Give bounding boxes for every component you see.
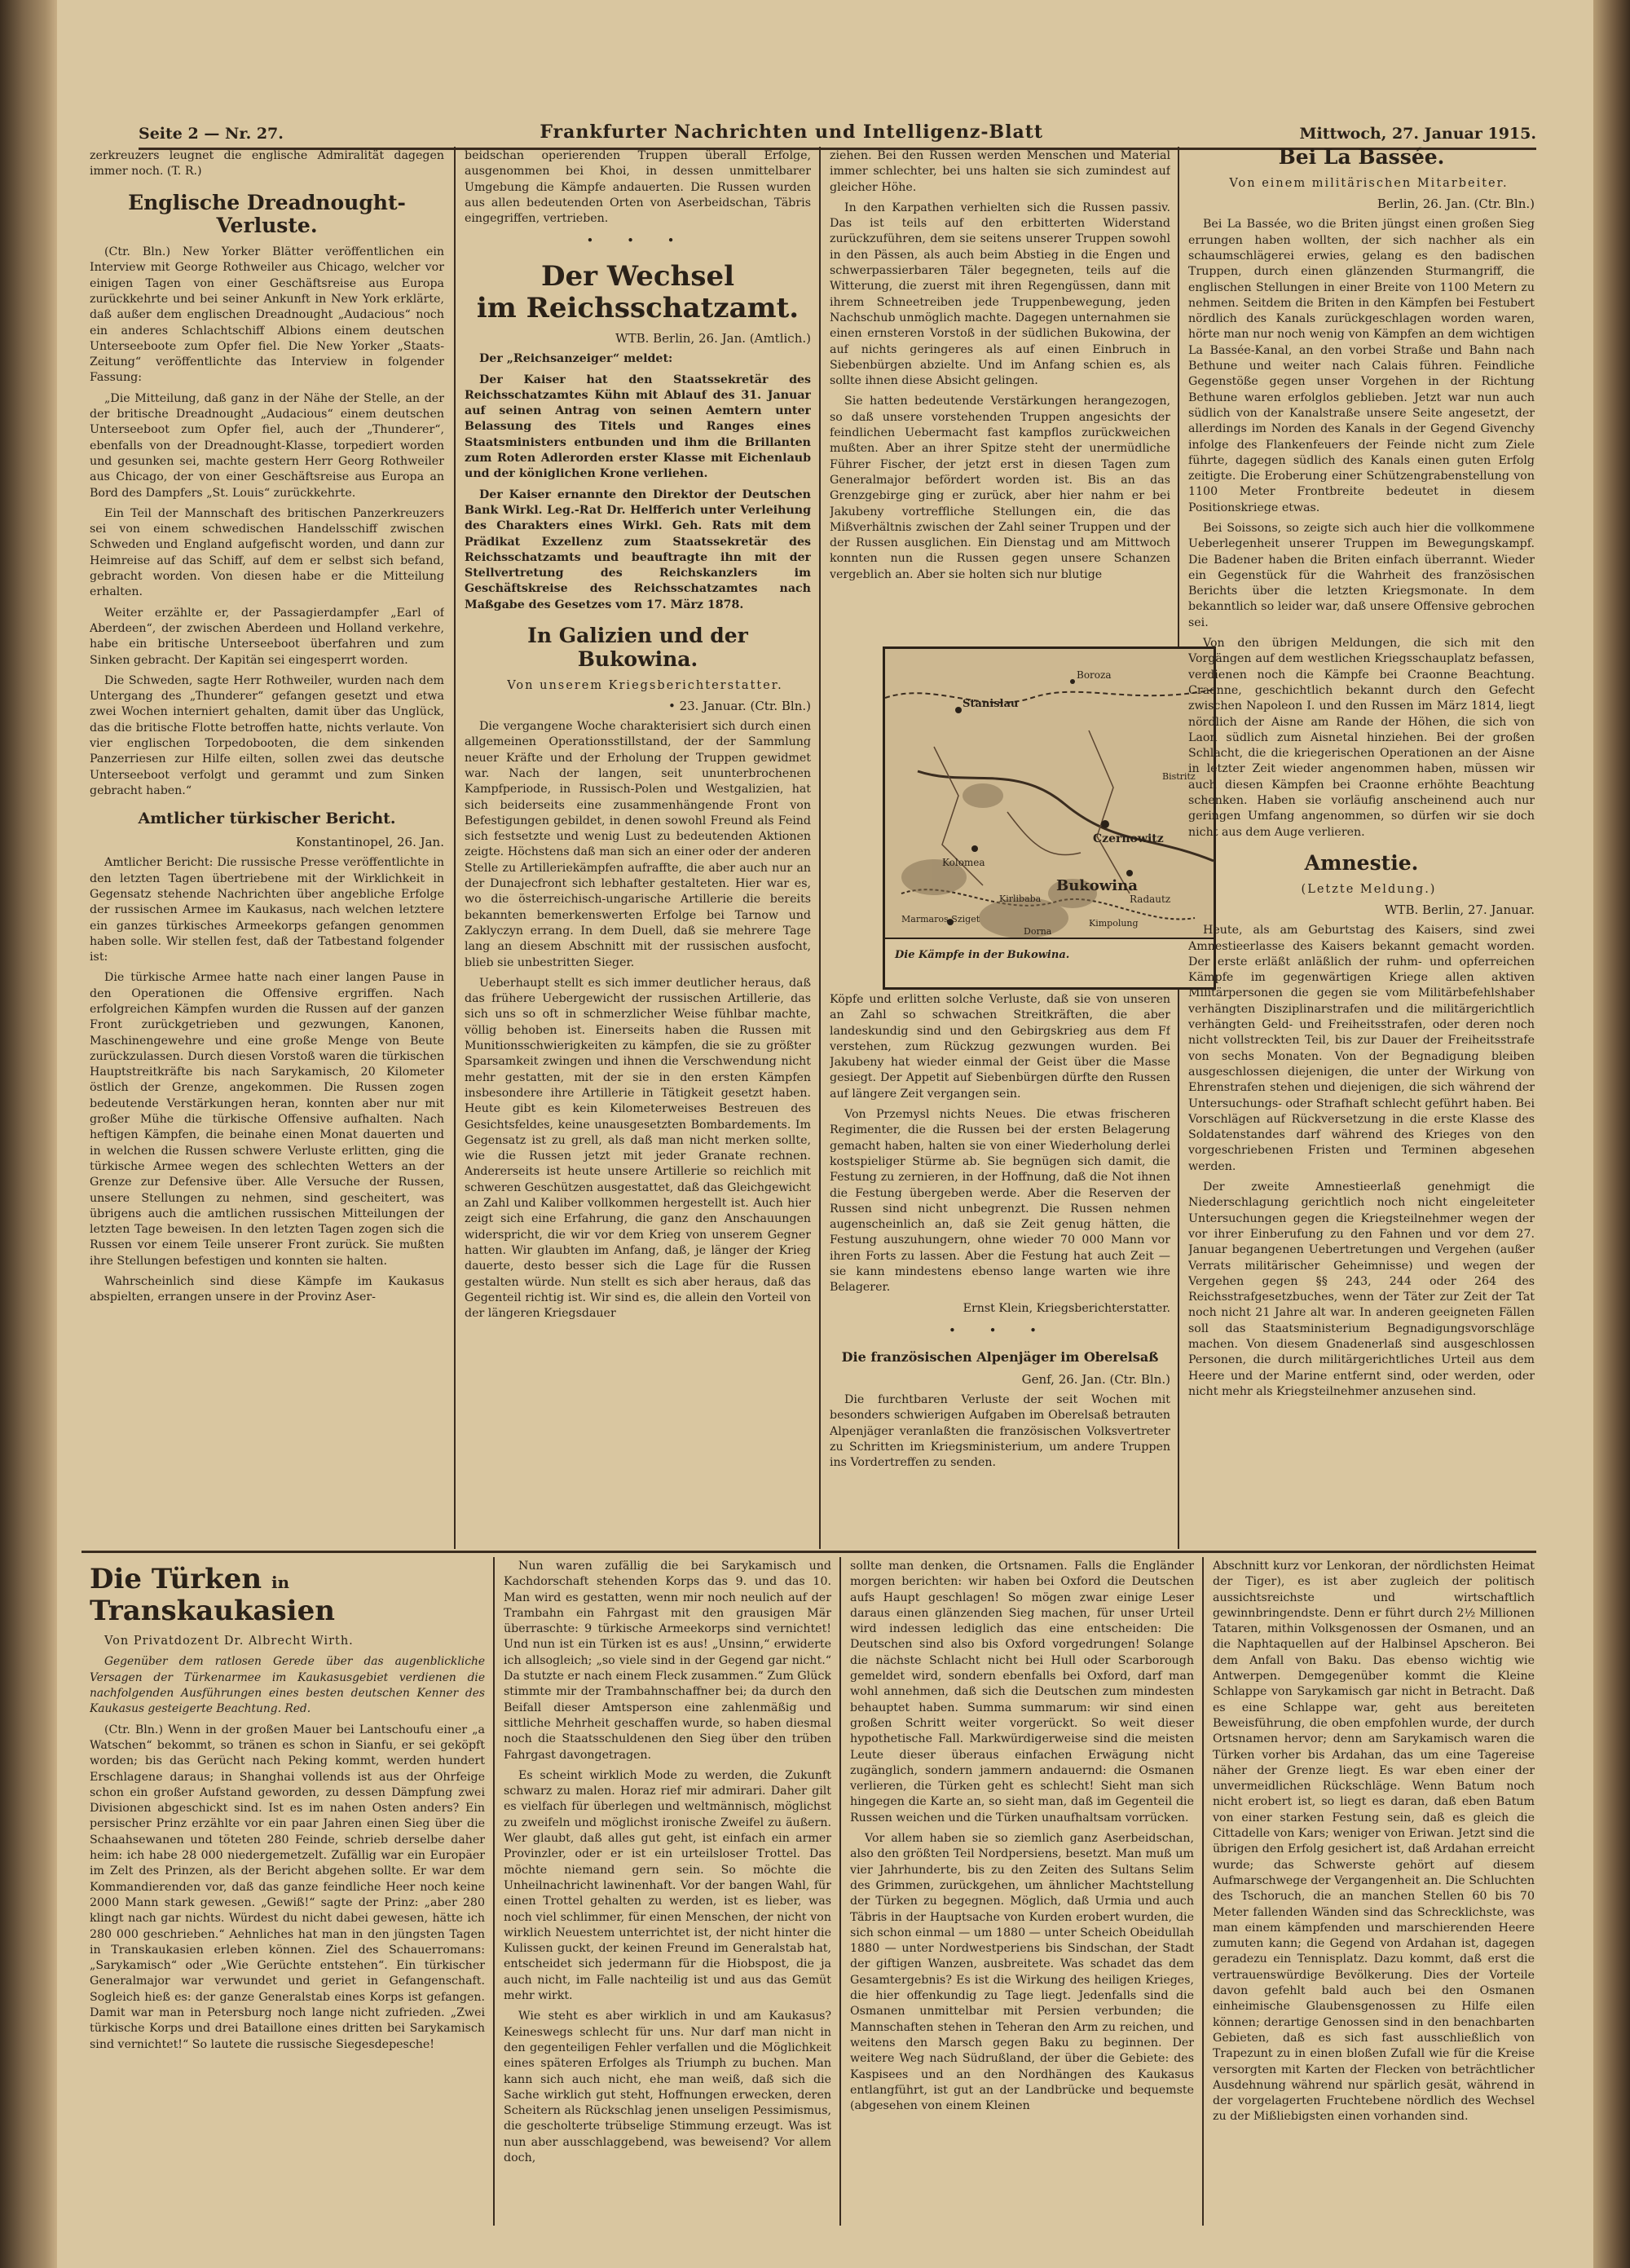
headline-amnestie: Amnestie. [1304, 850, 1419, 875]
dateline: Berlin, 26. Jan. (Ctr. Bln.) [1377, 196, 1535, 212]
newspaper-page [57, 0, 1593, 2268]
paragraph: Die türkische Armee hatte nach einer langen Pause in den Operationen die Offensive ergriffen. Nach erfolgreichen Kämpfen wurden die Russen auf der ganzen Front zurückgetrieben und gezwungen, Kanonen, Maschinengewehre und eine große Menge von Beute zurückzulassen. Durch diesen Vorstoß waren die türkischen Hauptstreitkräfte bis nach Sarykamisch, 20 Kilometer östlich der Grenze, angekommen. Die Russen zogen bedeutende Verstärkungen heran, konnten aber nur mit großer Mühe die türkische Offensive aufhalten. Nach heftigen Kämpfen, die beinahe einen Monat dauerten und in welchen die Russen schwere Verluste erlitten, ging die türkische Armee wegen des schlechten Wetters an der Grenze zur Defensive über. Alle Versuche der Russen, unsere Stellungen zu nehmen, sind gescheitert, was übrigens auch die amtlichen russischen Mitteilungen der letzten Tage beweisen. In den letzten Tagen zogen sich die Russen vor einem Teile unserer Front zurück. Sie mußten ihre Stellungen befestigen und konnten sie halten. [90, 971, 444, 1268]
separator-stars: • • • [586, 233, 689, 249]
paragraph: Der „Reichsanzeiger“ meldet: [479, 352, 673, 366]
paragraph: Köpfe und erlitten solche Verluste, daß sie von unseren an Zahl so schwachen Streitkräften, die aber landeskundig sind und den Gebirgskrieg aus dem Ff verstehen, zum Rückzug gezwungen wurden. Bei Jakubeny hat wieder einmal der Geist über die Masse gesiegt. Der Appetit auf Siebenbürgen dürfte den Russen auf längere Zeit vergangen sein. [830, 993, 1170, 1101]
paragraph: Vor allem haben sie so ziemlich ganz Aserbeidschan, also den größten Teil Nordpersiens, besetzt. Man muß um vier Jahrhunderte, bis zu den Zeiten des Sultans Selim des Grimmen, zurückgehen, um ähnlicher Machtstellung der Türken zu begegnen. Möglich, daß Urmia und auch Täbris in der Hauptsache von Kurden erobert wurden, die sich schon einmal — um 1880 — unter Scheich Obeidullah 1880 — unter Nordwestperiens bis Sindschan, der Stadt der giftigen Wanzen, ausbreitete. Was schadet das dem Gesamtergebnis? Es ist die Wirkung des heiligen Krieges, die hier offenkundig zu Tage liegt. Jedenfalls sind die Osmanen unmittelbar mit Persien verbunden; die Mannschaften stehen in Teheran den Arm zu reichen, und weitens den Marsch gegen Baku zu beginnen. Der weitere Weg nach Südrußland, der über die Gebiete: des Kaspisees und an den Nordhängen des Kaukasus entlangführt, ist gut an der Landbrücke und bequemste (abgesehen von einem Kleinen [850, 1832, 1194, 2113]
subheadline: (Letzte Meldung.) [1301, 882, 1437, 896]
headline-la-bassee: Bei La Bassée. [1278, 145, 1445, 169]
masthead: Frankfurter Nachrichten und Intelligenz-Blatt [540, 121, 1044, 143]
page-edge [1593, 0, 1630, 2268]
paragraph: Abschnitt kurz vor Lenkoran, der nördlichsten Heimat der Tiger), es ist aber zugleich der politisch aussichtsreichste und wirtschaftlich gewinnbringendste. Denn er führt durch 2½ Millionen Tataren, mithin Volksgenossen der Osmanen, und an die Naphtaquellen auf der Halbinsel Apscheron. Bei dem Anfall von Baku. Das ebenso wichtig wie Antwerpen. Demgegenüber kommt die Kleine Schlappe von Sarykamisch gar nicht in Betracht. Daß es eine Schlappe war, geht aus bereiteten Beweisführung, die oben empfohlen wurde, der durch Ortsnamen hervor; denn am Sarykamisch waren die Türken vorher bis Ardahan, das um eine Tagereise näher der Grenze liegt. Es war eben einer der unvermeidlichen Rückschläge. Wenn Batum noch nicht erobert ist, so liegt es daran, daß eben Batum von einer starken Festung sein, daß es gleich die Cittadelle von Kars; weniger von Eriwan. Jetzt sind die übrigen den Erfolg gesichert ist, daß Ardahan erreicht wurde; das Schwerste gehört auf diesem Aufmarschwege der Vergangenheit an. Die Schluchten des Tschoruch, die an manchen Stellen 60 bis 70 Meter fallenden Wänden sind das Schrecklichste, was man einem kämpfenden und marschierenden Heere zumuten kann; die Gegend von Ardahan ist, dagegen geradezu ein Tennisplatz. Dazu kommt, daß erst die vertrauenswürdige Bevölkerung. Dies der Vorteile davon gefehlt bald auch bei den Osmanen einheimische Glaubensgenossen zu Hilfe eilen können; derartige Genossen sind in den benachbarten Gebieten, daß es sich fast ausschließlich von Trapezunt zu in einen bloßen Zufall wie für die Kreise versorgten mit Karten der Flecken von beträchtlicher Ausdehnung während nur spärlich gesät, während in der vorgelagerten Fruchtebene nördlich des Wechsel zu der Mißliebigsten einen vorhanden sind. [1213, 1560, 1535, 2124]
headline-reichsschatzamt-2: im Reichsschatzamt. [476, 291, 800, 324]
column-rule [454, 147, 456, 1549]
map-label: Marmaros-Sziget [901, 914, 980, 924]
map-label: Czernowitz [1093, 832, 1164, 845]
paragraph: Der Kaiser ernannte den Direktor der Deutschen Bank Wirkl. Leg.-Rat Dr. Helfferich unter Verleihung des Charakters eines Wirkl. Geh. Rats mit dem Prädikat Exzellenz zum Staatssekretär des Reichsschatzamts und beauftragte ihn mit der Stellvertretung des Reichskanzlers im Geschäftskreise des Reichsschatzamtes nach Maßgabe des Gesetzes vom 17. März 1878. [465, 488, 811, 611]
byline: Von unserem Kriegsberichterstatter. [507, 678, 783, 692]
dateline: WTB. Berlin, 26. Jan. (Amtlich.) [615, 330, 811, 346]
bukowina-map [883, 646, 1216, 990]
map-label: Kimpolung [1089, 918, 1139, 929]
paragraph: Amtlicher Bericht: Die russische Presse veröffentlichte in den letzten Tagen übertriebene mit der Wirklichkeit in Gegensatz stehende Nachrichten über angebliche Erfolge der russischen Armee im Kaukasus, nach welchen letztere ein ganzes türkisches Armeekorps gefangen genommen haben solle. Wir stellen fest, daß der Tatbestand folgender ist: [90, 856, 444, 964]
page-number: Seite 2 — Nr. 27. [139, 125, 284, 143]
paragraph: Bei Soissons, so zeigte sich auch hier die vollkommene Ueberlegenheit unserer Truppen im Bewegungskampf. Die Badener haben die Briten einfach überrannt. Wieder ein Gegenstück für die Wahrheit des französischen Berichts über die letzten Kriegsmonate. In dem bekanntlich so leider war, daß unsere Offensive gebrochen sei. [1188, 521, 1535, 629]
column-rule [1202, 1557, 1204, 2226]
column-3-bottom [830, 992, 1170, 1547]
headline-alpenjaeger: Die französischen Alpenjäger im Oberelsaß [841, 1349, 1159, 1366]
paragraph: Ein Teil der Mannschaft des britischen Panzerkreuzers sei von einem schwedischen Handelsschiff zwischen Schweden und England aufgefischt worden, und dann zur Heimreise auf das Schiff, auf dem er selbst sich befand, gebracht worden. Von diesen habe er die Mitteilung erhalten. [90, 506, 444, 599]
bottom-column-1 [90, 1559, 485, 2227]
map-label: Dorna [1024, 926, 1052, 937]
intro-text: zerkreuzers leugnet die englische Admiralität dagegen immer noch. (T. R.) [90, 149, 444, 179]
author-signature: Ernst Klein, Kriegsberichterstatter. [963, 1301, 1170, 1315]
headline-part: in [271, 1573, 290, 1592]
headline-part: Transkaukasien [90, 1595, 335, 1628]
map-label: Stanislau [963, 698, 1019, 710]
byline: Von Privatdozent Dr. Albrecht Wirth. [104, 1635, 354, 1648]
paragraph: (Ctr. Bln.) Wenn in der großen Mauer bei Lantschoufu einer „a Watschen“ bekommt, so tränen es schon in Sianfu, er sei geköpft worden; bis das Gerücht nach Peking kommt, werden hundert Erschlagene daraus; in Shanghai vollends ist aus der Ohrfeige schon ein großer Aufstand geworden, zu dessen Dämpfung zwei Divisionen abgeschickt sind. Ist es im nahen Osten anders? Ein persischer Prinz erzählte vor ein paar Jahren einen Sieg über die Schaahsewanen und töteten 280 Feinde, schrieb derselbe daher heim: ich habe 28 000 niedergemetzelt. Zufällig war ein Europäer im Zelt des Prinzen, als der Bericht abgehen sollte. Er war dem Kommandierenden vor, daß das ganze feindliche Heer noch keine 2000 Mann stark gewesen. „Gewiß!“ sagte der Prinz: „aber 280 klingt nach gar nichts. Würdest du nicht dabei gewesen, hätte ich 280 000 geschrieben.“ Aehnliches hat man in den jüngsten Tagen in Transkaukasien erleben können. Ziel des Schauerromans: „Sarykamisch“ oder „Wie Gerüchte entstehen“. Ein türkischer Generalmajor war verwundet und geriet in Gefangenschaft. Sogleich hieß es: der ganze Generalstab eines Korps ist gefangen. Damit war man in Petersburg noch lange nicht zufrieden. „Zwei türkische Korps und drei Bataillone eines dritten bei Sarykamisch sind vernichtet!“ So lautete die russische Siegesdepesche! [90, 1723, 485, 2051]
editor-note: Gegenüber dem ratlosen Gerede über das augenblickliche Versagen der Türkenarmee im Kaukasusgebiet verdienen die nachfolgenden Ausführungen eines besten deutschen Kenner des Kaukasus gesteigerte Beachtung. Red. [90, 1655, 485, 1716]
headline-part: Die Türken [90, 1563, 262, 1595]
dateline: Konstantinopel, 26. Jan. [295, 835, 444, 850]
paragraph: Von den übrigen Meldungen, die sich mit den Vorgängen auf dem westlichen Kriegsschauplatz befassen, verdienen noch die Kämpfe bei Craonne Beachtung. Craonne, geschichtlich bekannt durch den Gefecht zwischen Napoleon I. und den Russen im März 1814, liegt nördlich der Aisne am Rande der Höhen, die sich von Laon südlich zum Aisnetal hinziehen. Bei der großen Schlacht, die die kriegerischen Operationen an der Aisne in letzter Zeit wieder angenommen haben, müssen wir auch diesen Kämpfen bei Craonne erhöhte Beachtung schenken. Haben sie vorläufig anscheinend auch nur geringen Umfang angenommen, so dürfen wir sie doch nicht aus dem Auge verlieren. [1188, 637, 1535, 839]
map-caption: Die Kämpfe in der Bukowina. [895, 949, 1070, 961]
map-label: Bukowina [1056, 877, 1138, 894]
dateline: • 23. Januar. (Ctr. Bln.) [667, 698, 811, 713]
headline-reichsschatzamt-1: Der Wechsel [540, 259, 735, 293]
bottom-column-3 [850, 1559, 1194, 2227]
headline-turkish-report: Amtlicher türkischer Bericht. [138, 810, 396, 828]
paragraph: (Ctr. Bln.) New Yorker Blätter veröffentlichen ein Interview mit George Rothweiler aus Chicago, welcher vor einigen Tagen von einer Geschäftsreise aus Europa zurückkehrte und bei seiner Ankunft in New York erklärte, daß außer dem englischen Dreadnought „Audacious“ noch ein anderes Schlachtschiff Albions einem deutschen Unterseeboote zum Opfer fiel. Die New Yorker „Staats-Zeitung“ veröffentlichte das Interview in folgender Fassung: [90, 245, 444, 385]
map-label: Boroza [1077, 669, 1112, 681]
paragraph: Der zweite Amnestieerlaß genehmigt die Niederschlagung gerichtlich noch nicht eingeleiteter Untersuchungen gegen die Kriegsteilnehmer wegen der vor ihrer Einberufung zu den Fahnen und vor dem 27. Januar begangenen Uebertretungen und Vergehen (außer Verrats militärischer Geheimnisse) und wegen der Vergehen gegen §§ 243, 244 oder 264 des Reichsstrafgesetzbuches, wenn der Täter zur Zeit der Tat noch nicht 21 Jahre alt war. In anderen geeigneten Fällen soll das Staatsministerium Begnadigungsvorschläge machen. Von diesem Gnadenerlaß sind ausgeschlossen Personen, die durch militärgerichtliches Urteil aus dem Heere und der Marine entfernt sind, oder werden, oder nicht mehr als Kriegsteilnehmer anzusehen sind. [1188, 1180, 1535, 1398]
map-label: Bistritz [1162, 771, 1196, 782]
paragraph: „Die Mitteilung, daß ganz in der Nähe der Stelle, an der der britische Dreadnought „Audacious“ einem deutschen Unterseeboot zum Opfer fiel, auch der „Thunderer“, ebenfalls von der Dreadnought-Klasse, torpediert worden und gesunken sei, machte gestern Herr Georg Rothweiler aus Chicago, der von einer Geschäftsreise aus Europa an Bord des Dampfers „St. Louis“ zurückkehrte. [90, 391, 444, 500]
paragraph: Ueberhaupt stellt es sich immer deutlicher heraus, daß das frühere Uebergewicht der russischen Artillerie, das sich uns so oft in schmerzlicher Weise fühlbar machte, völlig behoben ist. Einerseits haben die Russen mit Munitionsschwierigkeiten zu kämpfen, die sie zu größter Sparsamkeit zwingen und ihnen die Verschwendung nicht mehr gestatten, mit der sie in den ersten Kämpfen insbesondere ihre Artillerie in Tätigkeit gesetzt haben. Heute gibt es kein Kilometerweises Bestreuen des Gesichtsfeldes, keine unausgesetzten Bombardements. Im Gegensatz ist zu grell, als daß man nicht merken sollte, wie die Russen jetzt mit jeder Granate rechnen. Andererseits ist heute unsere Artillerie so reichlich mit schweren Geschützen ausgestattet, daß das Gleichgewicht an Zahl und Kaliber vollkommen hergestellt ist. Auch hier zeigt sich eine Erfahrung, die ganz den Anschauungen widerspricht, die wir vor dem Krieg von unserem Gegner hatten. Wir glaubten im Anfang, daß, je länger der Krieg dauerte, desto besser sich die Lage für die Russen gestalten würde. Nun stellt es sich aber heraus, daß das Gegenteil richtig ist. Wir sind es, die allein den Vorteil von der längeren Kriegsdauer [465, 976, 811, 1321]
paragraph: sollte man denken, die Ortsnamen. Falls die Engländer morgen berichten: wir haben bei Oxford die Deutschen aufs Haupt geschlagen! So mögen zwar einige Leser daraus einen glänzenden Sieg machen, für unser Urteil wird indessen lediglich das eine entscheiden: Die Deutschen sind also bis Oxford vorgedrungen! Solange die nächste Schlacht nicht bei Hull oder Scarborough gemeldet wird, sondern ebenfalls bei Oxford, darf man wohl annehmen, daß sich die Deutschen zum mindesten behauptet haben. Summa summarum: wir sind einen großen Schritt weiter vorgerückt. So weit dieser hypothetische Fall. Markwürdigerweise sind die meisten Leute dieser überaus einfachen Erwägung nicht zugänglich, sondern jammern andauernd: die Osmanen verlieren, die Türken geht es schlecht! Sieht man sich hingegen die Karte an, so sieht man, daß im Gegenteil die Russen weichen und die Türken unaufhaltsam vorrücken. [850, 1560, 1194, 1825]
separator-stars: • • • [948, 1322, 1052, 1338]
paragraph: Bei La Bassée, wo die Briten jüngst einen großen Sieg errungen haben wollten, der sich nachher als ein schaumschlägerei erwies, gelang es den badischen Truppen, durch einen glänzenden Sturmangriff, die englischen Stellungen in einer Breite von 1100 Metern zu nehmen. Seitdem die Briten in den Kämpfen bei Festubert nördlich des Kanals zurückgeschlagen worden waren, hörte man nur noch wenig von Kämpfen an dem wichtigen La Bassée-Kanal, an den vorbei Straße und Bahn nach Bethune und weiter nach Calais führen. Feindliche Gegenstöße gegen unser Vorgehen in der Richtung Bethune waren erfolglos geblieben. Jetzt war nun auch südlich von der Kanalstraße unsere Seite angesetzt, der allerdings im Norden des Kanals in der Gegend Givenchy infolge des Flankenfeuers der Feinde nicht zum Ziele führte, dagegen südlich des Kanals einen guten Erfolg zeitigte. Die Eroberung einer Schützengrabenstellung von 1100 Meter Frontbreite bedeutet in diesem Positionskriege etwas. [1188, 218, 1535, 514]
paragraph: Heute, als am Geburtstag des Kaisers, sind zwei Amnestieerlasse des Kaisers bekannt gemacht worden. Der erste erläßt anläßlich der ruhm- und opferreichen Kämpfe im gegenwärtigen Kriege allen aktiven Militärpersonen die gegen sie vom Militärbefehlshaber verhängten Disziplinarstrafen und die militärgerichtlich verhängten Geld- und Freiheitsstrafen, oder deren noch nicht vollstreckten Teil, bis zur Dauer der Freiheitsstrafe von sechs Monaten. Von der Begnadigung bleiben ausgeschlossen diejenigen, die unter der Wirkung von Ehrenstrafen stehen und diejenigen, die sich während der Untersuchungs- oder Strafhaft schlecht geführt haben. Bei Vorschlägen auf Rückversetzung in die erste Klasse des Soldatenstandes darf während des Krieges von den vorgeschriebenen Fristen und Terminen abgesehen werden. [1188, 924, 1535, 1173]
byline: Von einem militärischen Mitarbeiter. [1229, 176, 1509, 190]
issue-date: Mittwoch, 27. Januar 1915. [1299, 125, 1536, 143]
headline-tuerken [90, 1564, 485, 1627]
bottom-column-4 [1213, 1559, 1535, 2227]
paragraph: Wahrscheinlich sind diese Kämpfe im Kaukasus abspielten, errangen unsere in der Provinz Aser- [90, 1275, 444, 1304]
column-4 [1188, 135, 1535, 1547]
paragraph: Die furchtbaren Verluste der seit Wochen mit besonders schwierigen Aufgaben im Oberelsaß betrauten Alpenjäger veranlaßten die französischen Volksvertreter zu Schritten im Kriegsministerium, um andere Truppen ins Vordertreffen zu senden. [830, 1392, 1170, 1470]
paragraph: Von Przemysl nichts Neues. Die etwas frischeren Regimenter, die die Russen bei der ersten Belagerung gemacht haben, halten sie von einer Wiederholung derlei kostspieliger Stürme ab. Sie begnügen sich damit, die Festung zu zernieren, in der Hoffnung, daß die Not ihnen die Festung übergeben werde. Aber die Reserven der Russen sind nicht unbegrenzt. Die Russen nehmen augenscheinlich an, daß sie Zeit genug hätten, die Festung auszuhungern, ohne wieder 70 000 Mann vor ihren Forts zu lassen. Aber die Festung hat auch Zeit — sie kann mindestens ebenso lange warten wie ihre Belagerer. [830, 1108, 1170, 1295]
headline-dreadnought: Englische Dreadnought-Verluste. [128, 190, 406, 238]
paragraph: Nun waren zufällig die bei Sarykamisch und Kachdorschaft stehenden Korps das 9. und das 10. Man wird es gestatten, wenn mir noch neulich auf der Trambahn ein Fahrgast mit den grausigen Mär überraschte: 9 türkische Armeekorps sind vernichtet! Und nun ist ein Türken ist es aus! „Unsinn,“ erwiderte ich allsogleich; „so viele sind in der Gegend gar nicht.“ Da stutzte er nach einem Fleck zusammen.“ Zum Glück stimmte mir der Trambahnschaffner bei; da durch den Beifall dieser Amtsperson eine zahlenmäßig und sittliche Mehrheit geschaffen wurde, so haben diesmal noch die Staatsschuldenen den Sieg über den trüben Fahrgast davongetragen. [504, 1560, 831, 1762]
dateline: Genf, 26. Jan. (Ctr. Bln.) [1021, 1371, 1170, 1387]
bottom-column-2 [504, 1559, 831, 2227]
paragraph: beidschan operierenden Truppen überall Erfolge, ausgenommen bei Khoi, in dessen unmittelbarer Umgebung die Kämpfe andauerten. Die Russen wurden aus allen bedeutenden Orten von Aserbeidschan, Täbris eingegriffen, vertrieben. [465, 149, 811, 226]
column-rule [493, 1557, 495, 2226]
headline-galizien: In Galizien und der Bukowina. [527, 624, 748, 671]
paragraph: Es scheint wirklich Mode zu werden, die Zukunft schwarz zu malen. Horaz rief mir admirari. Daher gilt es vielfach für überlegen und weltmännisch, möglichst zu zweifeln und möglichst ironische Zweifel zu äußern. Wer glaubt, daß alles gut geht, ist einfach ein armer Provinzler, oder er ist ein urteilsloser Trottel. Das möchte niemand gern sein. So möchte die Unheilnachricht lawinenhaft. Vor der bangen Wahl, für einen Trottel gehalten zu werden, ist es lieber, was noch viel schlimmer, für einen Menschen, der nicht von wirklich Neuestem unterrichtet ist, der nicht hinter die Kulissen guckt, der keinen Freund im Generalstab hat, entscheidet sich jedermann für die Hiobspost, die ja auch nicht, im Falle nachteilig ist und aus das Gemüt mehr wirkt. [504, 1768, 831, 2003]
map-label: Kolomea [942, 857, 985, 868]
paragraph: Der Kaiser hat den Staatssekretär des Reichsschatzamtes Kühn mit Ablauf des 31. Januar auf seinen Antrag von seinen Aemtern unter Belassung des Titels und Ranges eines Staatsministers entbunden und ihm die Brillanten zum Roten Adlerorden erster Klasse mit Eichenlaub und der königlichen Krone verliehen. [465, 373, 811, 481]
section-divider [82, 1551, 1536, 1553]
paragraph: Die Schweden, sagte Herr Rothweiler, wurden nach dem Untergang des „Thunderer“ gefangen gesetzt und etwa zwei Wochen interniert gehalten, damit über das Unglück, das die britische Flotte betroffen hatte, nichts verlaute. Von vier englischen Torpedobooten, die dem sinkenden Panzerriesen zur Hilfe eilten, sollen zwei das deutsche Unterseeboot verfolgt und gerammt und zum Sinken gebracht haben.“ [90, 673, 444, 797]
column-1 [90, 148, 444, 1547]
paragraph: In den Karpathen verhielten sich die Russen passiv. Das ist teils auf den erbitterten Widerstand zurückzuführen, dem sie seitens unserer Truppen sowohl in den Pässen, als auch beim Abstieg in die Engen und schwerpassierbaren Täler begegneten, teils auf die Witterung, die zuerst mit ihren Regengüssen, dann mit ihrem Schneetreiben jede Truppenbewegung, jeden Nachschub unmöglich machte. Dagegen unternahmen sie einen ernsteren Vorstoß in der südlichen Bukowina, der auf nichts geringeres als auf einen Einbruch in Siebenbürgen abzielte. Und im Anfang schien es, als sollte ihnen diese Absicht gelingen. [830, 201, 1170, 388]
paragraph: Weiter erzählte er, der Passagierdampfer „Earl of Aberdeen“, der zwischen Aberdeen und Holland verkehre, habe ein britische Unterseeboot überfahren und zum Sinken gebracht. Der Kapitän sei eingesperrt worden. [90, 606, 444, 667]
book-spine [0, 0, 57, 2268]
paragraph: Sie hatten bedeutende Verstärkungen herangezogen, so daß unsere vorstehenden Truppen angesichts der feindlichen Uebermacht fast kampflos zurückweichen mußten. Aber an ihrer Spitze steht der unermüdliche Führer Fischer, der jetzt erst in diesen Tagen zum Generalmajor befördert worden ist. Bis an das Grenzgebirge ging er zurück, aber hier nahm er bei Jakubeny vortreffliche Stellungen ein, die das Mißverhältnis zwischen der Zahl seiner Truppen und der der Russen ausglichen. Ein Dienstag und am Mittwoch konnten nun die Russen gegen unsere Schanzen vergeblich an. Aber sie holten sich nur blutige [830, 395, 1170, 581]
column-rule [819, 147, 821, 1549]
paragraph: ziehen. Bei den Russen werden Menschen und Material immer schlechter, bei uns halten sie sich zumindest auf gleicher Höhe. [830, 149, 1170, 194]
map-label: Kirlibaba [999, 894, 1042, 904]
map-label: Radautz [1130, 894, 1171, 905]
column-2 [465, 148, 811, 1547]
paragraph: Wie steht es aber wirklich in und am Kaukasus? Keineswegs schlecht für uns. Nur darf man nicht in den gegenteiligen Fehler verfallen und die Möglichkeit eines späteren Erfolges als Triumph zu buchen. Man kann sich auch nicht, ehe man weiß, daß sich die Sache wirklich gut steht, Hoffnungen erwecken, deren Scheitern als Rückschlag jenen unseligen Pessimismus, die gescholterte trübselige Stimmung erzeugt. Was ist nun aber ausschlaggebend, was beweisend? Vor allem doch, [504, 2010, 831, 2164]
dateline: WTB. Berlin, 27. Januar. [1385, 902, 1535, 917]
column-rule [839, 1557, 841, 2226]
column-3-top [830, 148, 1170, 638]
paragraph: Die vergangene Woche charakterisiert sich durch einen allgemeinen Operationsstillstand, der der Sammlung neuer Kräfte und der Erholung der Truppen gewidmet war. Nach der langen, seit ununterbrochenen Kampfperiode, in Russisch-Polen und Westgalizien, hat sich beiderseits eine zusammenhängende Front von Befestigungen gebildet, in denen sowohl Freund als Feind sich festsetzte und wenig Lust zu bedeutenden Aktionen zeigte. Höchstens daß man sich an einer oder der anderen Stelle zu Artilleriekämpfen aufraffte, die aber auch nur an der Dunajecfront sich lebhafter gestalteten. Hier war es, wo die österreichisch-ungarische Artillerie die bereits bekannten bemerkenswerten Erfolge bei Tarnow und Zaklyczyn errang. In dem Duell, daß sie mehrere Tage lang an diesem Abschnitt mit der russischen ausfocht, blieb sie unbestritten Sieger. [465, 720, 811, 969]
